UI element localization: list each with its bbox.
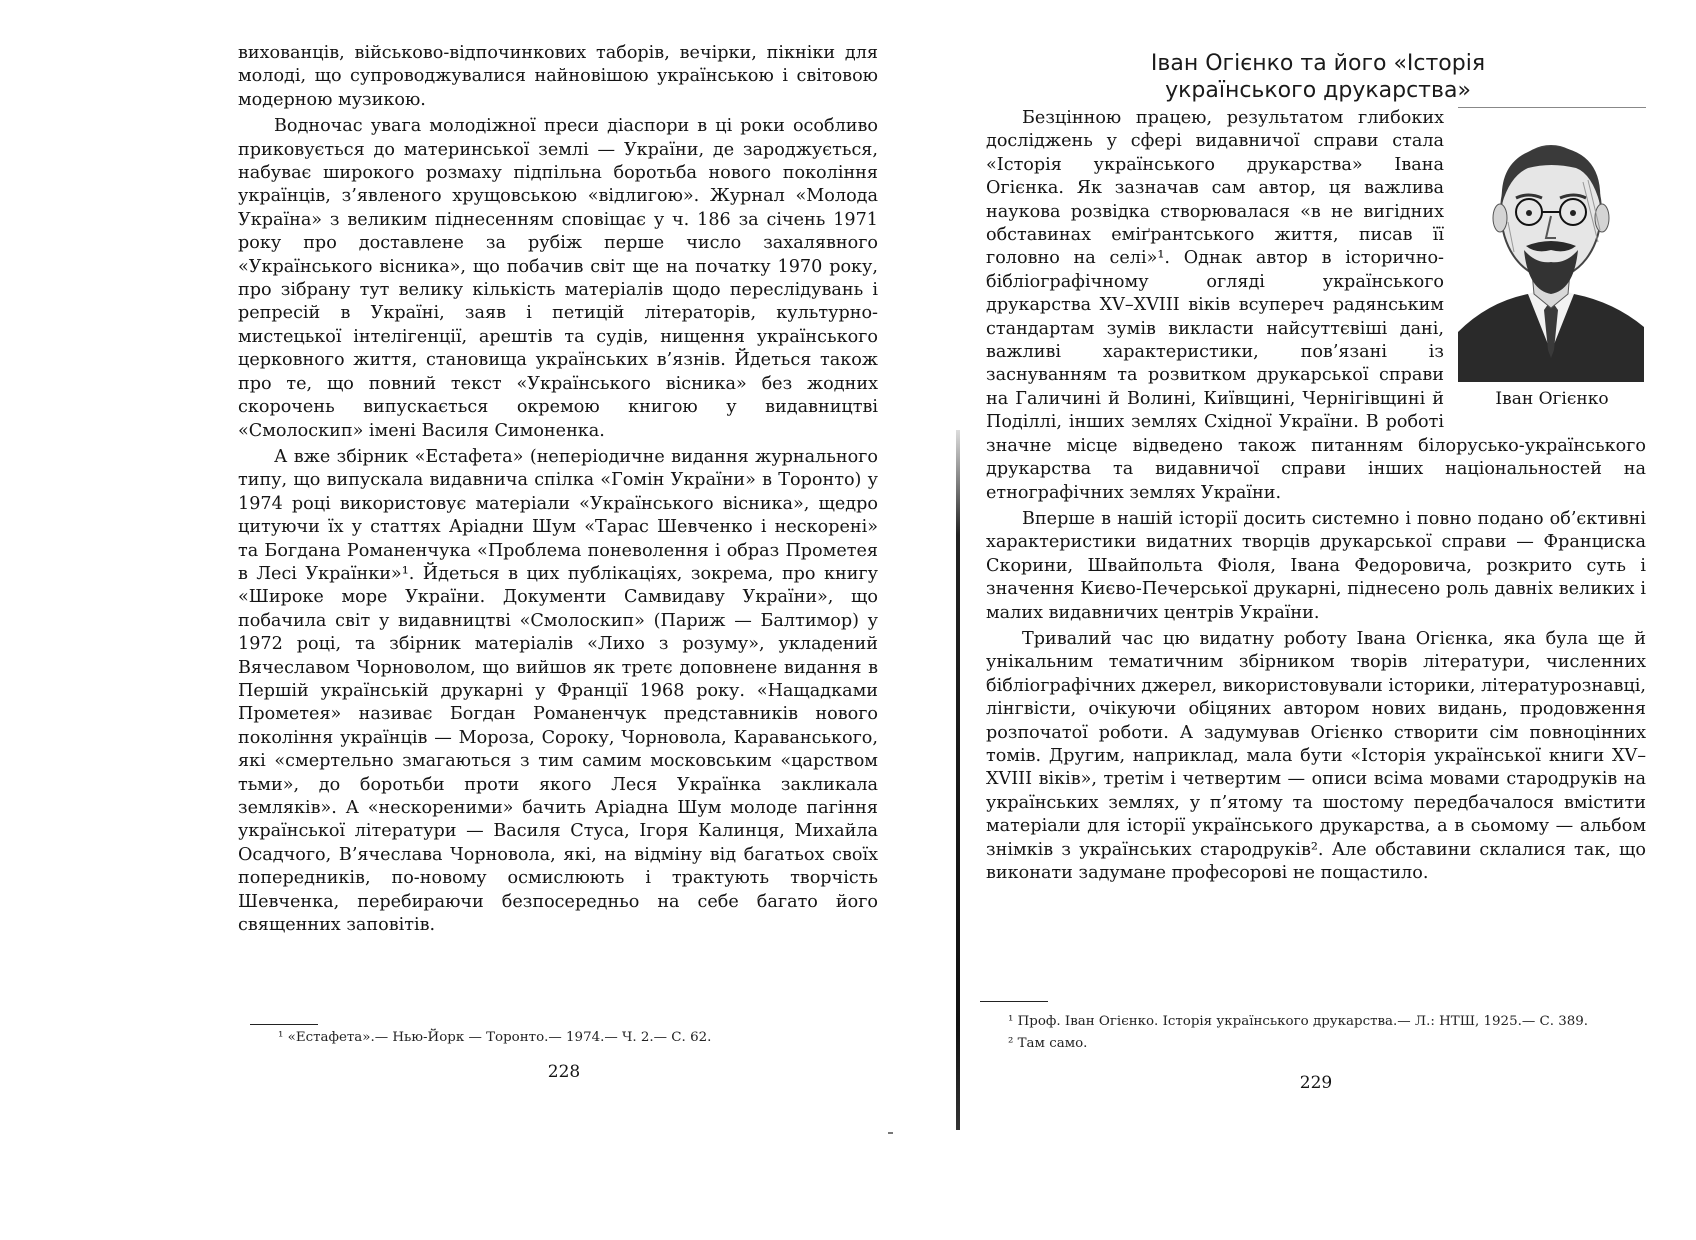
right-page (958, 0, 1696, 1240)
paragraph: Водночас увага молодіжної преси діаспори в ці роки особливо приковується до материнської землі — України, де зароджується, набуває широкого розмаху підпільна боротьба нового покоління українців, з’явленого хрущовською «відлигою». Журнал «Молода Україна» з великим піднесенням сповіщає у ч. 186 за січень 1971 року про доставлене за рубіж перше число захалявного «Українського вісника», що побачив світ ще на початку 1970 року, про зібрану тут велику кількість матеріалів щодо переслідувань і репресій в Україні, заяв і петицій літераторів, культурно-мистецької інтелігенції, арештів та судів, нищення українського церковного життя, становища українських в’язнів. Йдеться також про те, що повний текст «Українського вісника» без жодних скорочень випускається окремою книгою у видавництві «Смолоскип» імені Василя Симоненка. (238, 116, 878, 441)
section-title (1078, 50, 1558, 104)
paragraph: Вперше в нашій історії досить системно і повно подано об’єктивні характеристики видатних творців друкарської справи — Франциска Скорини, Швайпольта Фіоля, Івана Федоровича, розкрито суть і значення Києво-Печерської друкарні, піднесено роль давніх великих і малих видавничих центрів України. (986, 508, 1646, 623)
footnote-rule (250, 1024, 318, 1025)
paragraph: вихованців, військово-відпочинкових таборів, вечірки, пікніки для молоді, що супроводжувалися найновішою українською і світовою модерною музикою. (238, 43, 878, 110)
footnote-rule (980, 1001, 1048, 1002)
section-title-line: українського друкарства» (1165, 78, 1471, 103)
page-number: 228 (547, 1062, 581, 1082)
footnote: ² Там само. (1008, 1036, 1088, 1051)
right-body-text (986, 107, 1646, 885)
left-body-text (238, 42, 878, 937)
footnote: ¹ «Естафета».— Нью-Йорк — Торонто.— 1974.— Ч. 2.— С. 62. (278, 1030, 712, 1045)
section-title-line: Іван Огієнко та його «Історія (1150, 51, 1486, 76)
portrait-caption: Іван Огієнко (1495, 389, 1609, 409)
portrait-figure (1458, 107, 1646, 411)
portrait-image (1458, 122, 1644, 382)
page-number: 229 (1299, 1073, 1333, 1093)
portrait-top-rule (1458, 107, 1646, 108)
scan-speck (888, 1132, 893, 1134)
footnote: ¹ Проф. Іван Огієнко. Історія українського друкарства.— Л.: НТШ, 1925.— С. 389. (1008, 1014, 1589, 1029)
paragraph: Безцінною працею, результатом глибоких досліджень у сфері видавничої справи стала «Історія українського друкарства» Івана Огієнка. Як зазначав сам автор, ця важлива наукова розвідка створювалася «в не вигідних обставинах еміґрантського життя, писав її головно на селі»¹. Однак автор в історично-бібліографічному огляді українського друкарства XV–XVIII віків всупереч радянським стандартам зумів викласти найсуттєвіші дані, важливі характеристики, пов’язані із заснуванням та розвитком друкарської справи на Галичині й Волині, Київщині, Чернігівщині й Поділлі, інших землях Східної України. В роботі значне місце відведено також питанням білорусько-українського друкарства та видавничої справи інших національностей на етнографічних землях України. (986, 108, 1646, 503)
paragraph: А вже збірник «Естафета» (неперіодичне видання журнального типу, що випускала видавнича спілка «Гомін України» в Торонто) у 1974 році використовує матеріали «Українського вісника», щедро цитуючи їх у статтях Аріадни Шум «Тарас Шевченко і нескорені» та Богдана Романенчука «Проблема поневолення і образ Прометея в Лесі Українки»¹. Йдеться в цих публікаціях, зокрема, про книгу «Широке море України. Документи Самвидаву України», що побачила світ у видавництві «Смолоскип» (Париж — Балтимор) у 1972 році, та збірник матеріалів «Лихо з розуму», укладений Вячеславом Чорноволом, що вийшов як третє доповнене видання в Першій українській друкарні у Франції 1968 року. «Нащадками Прометея» називає Богдан Романенчук представників нового покоління українців — Мороза, Сороку, Чорновола, Караванського, які «смертельно змагаються з тим самим московським «царством тьми», до боротьби проти якого Леся Українка закликала земляків». А «нескореними» бачить Аріадна Шум молоде пагіння української літератури — Василя Стуса, Ігоря Калинця, Михайла Осадчого, В’ячеслава Чорновола, які, на відміну від багатьох своїх попередників, по-новому осмислюють і трактують творчість Шевченка, перебираючи безпосередньо на себе багато його священних заповітів. (238, 446, 878, 936)
paragraph: Тривалий час цю видатну роботу Івана Огієнка, яка була ще й унікальним тематичним збірником творів літератури, численних бібліографічних джерел, використовували історики, літературознавці, лінгвісти, очікуючи обіцяних автором нових видань, продовження розпочатої роботи. А задумував Огієнко створити сім повноцінних томів. Другим, наприклад, мала бути «Історія української книги XV–XVIII віків», третім і четвертим — описи всіма мовами стародруків на українських землях, у п’ятому та шостому передбачалося вмістити матеріали для історії українського друкарства, а в сьомому — альбом знімків з українських стародруків². Але обставини склалися так, що виконати задумане професорові не пощастило. (986, 628, 1646, 883)
